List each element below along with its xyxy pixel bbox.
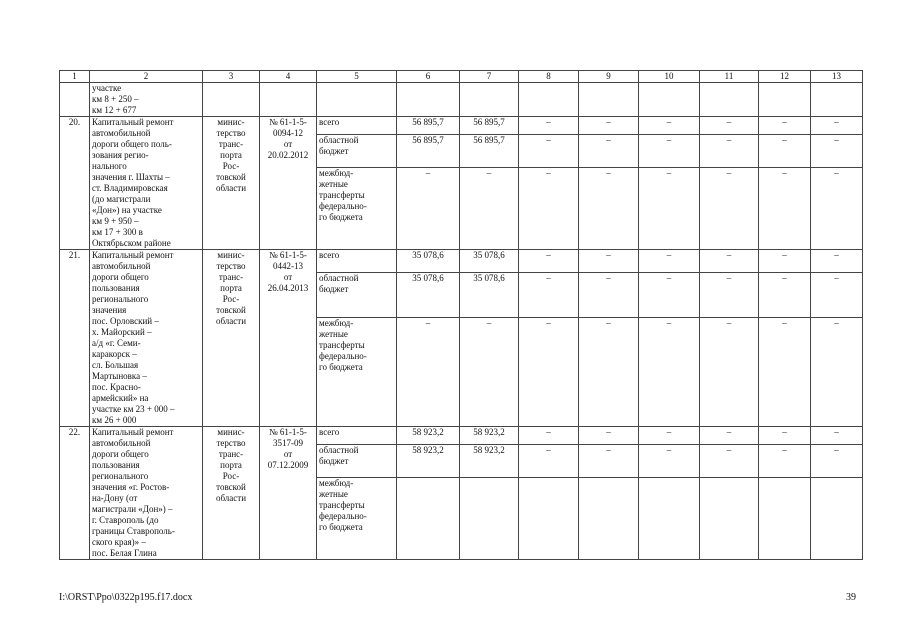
value-col10: – [639,250,700,273]
row-number: 22. [60,427,90,560]
value-col12: – [759,168,811,250]
value-col9: – [579,273,639,318]
header-cell: 6 [397,71,460,83]
value-col9: – [579,117,639,135]
row-number: 21. [60,250,90,427]
funding-source: межбюд- жетные трансферты федерально- го бюджета [317,318,397,427]
header-row [60,71,863,83]
funding-source: межбюд- жетные трансферты федерально- го бюджета [317,168,397,250]
funding-source: всего [317,250,397,273]
value-col8: – [519,250,579,273]
value-col9 [579,478,639,560]
header-cell: 11 [700,71,759,83]
header-cell: 3 [203,71,260,83]
value-col12: – [759,117,811,135]
data-table [59,70,863,560]
header-cell: 12 [759,71,811,83]
value-col12: – [759,134,811,168]
page-number: 39 [846,592,856,603]
header-cell: 7 [460,71,519,83]
value-col10: – [639,444,700,478]
value-col10 [639,478,700,560]
value-col9: – [579,134,639,168]
value-col6: 58 923,2 [397,444,460,478]
value-col8: – [519,444,579,478]
value-col12 [759,478,811,560]
responsible-org: минис- терство транс- порта Рос- товской области [203,250,260,427]
document-ref: № 61-1-5- 3517-09 от 07.12.2009 [260,427,317,560]
value-col8: – [519,117,579,135]
header-cell: 2 [90,71,203,83]
value-col10: – [639,273,700,318]
value-col11: – [700,273,759,318]
value-col6: 35 078,6 [397,273,460,318]
value-col11: – [700,168,759,250]
header-cell: 8 [519,71,579,83]
value-col11: – [700,250,759,273]
document-ref: № 61-1-5- 0442-13 от 26.04.2013 [260,250,317,427]
funding-source: межбюд- жетные трансферты федерально- го бюджета [317,478,397,560]
value-col8 [519,478,579,560]
value-col7: 35 078,6 [460,250,519,273]
continuation-description: участке км 8 + 250 – км 12 + 677 [90,83,203,117]
header-cell: 10 [639,71,700,83]
value-col11: – [700,427,759,445]
funding-source: областной бюджет [317,444,397,478]
value-col6: 58 923,2 [397,427,460,445]
responsible-org: минис- терство транс- порта Рос- товской области [203,427,260,560]
value-col12: – [759,318,811,427]
value-col9: – [579,444,639,478]
value-col7: – [460,318,519,427]
value-col13: – [811,168,863,250]
value-col13: – [811,318,863,427]
value-col9: – [579,168,639,250]
value-col8: – [519,168,579,250]
value-col7: – [460,168,519,250]
header-cell: 5 [317,71,397,83]
header-cell: 13 [811,71,863,83]
funding-source: областной бюджет [317,273,397,318]
row-number: 20. [60,117,90,250]
value-col9: – [579,427,639,445]
value-col6: 35 078,6 [397,250,460,273]
value-col10: – [639,117,700,135]
value-col8: – [519,427,579,445]
value-col8: – [519,318,579,427]
table-body [60,71,863,560]
funding-source: всего [317,117,397,135]
value-col13: – [811,273,863,318]
value-col13 [811,478,863,560]
funding-source: областной бюджет [317,134,397,168]
value-col6: 56 895,7 [397,134,460,168]
document-ref: № 61-1-5- 0094-12 от 20.02.2012 [260,117,317,250]
value-col10: – [639,168,700,250]
project-description: Капитальный ремонт автомобильной дороги общего поль- зования регио- нального значения г. Шахты – ст. Владимировская (до магистрали «Дон») на участке км 9 + 950 – км 17 + 300 в Октябрьском районе [90,117,203,250]
value-col7: 56 895,7 [460,117,519,135]
value-col13: – [811,427,863,445]
value-col12: – [759,427,811,445]
value-col7 [460,478,519,560]
header-cell: 4 [260,71,317,83]
value-col13: – [811,444,863,478]
value-col11: – [700,444,759,478]
value-col6: – [397,168,460,250]
value-col11: – [700,117,759,135]
value-col12: – [759,250,811,273]
value-col13: – [811,134,863,168]
value-col11: – [700,318,759,427]
header-cell: 9 [579,71,639,83]
value-col8: – [519,134,579,168]
value-col10: – [639,427,700,445]
project-description: Капитальный ремонт автомобильной дороги общего пользования регионального значения пос. Орловский – х. Майорский – а/д «г. Семи- каракорск – сл. Большая Мартыновка – пос. Красно- армейский» на участке км 23 + 000 – км 26 + 000 [90,250,203,427]
value-col13: – [811,117,863,135]
table-row [60,250,863,273]
value-col7: 58 923,2 [460,427,519,445]
value-col10: – [639,134,700,168]
value-col10: – [639,318,700,427]
value-col12: – [759,444,811,478]
value-col9: – [579,318,639,427]
value-col7: 35 078,6 [460,273,519,318]
responsible-org: минис- терство транс- порта Рос- товской области [203,117,260,250]
value-col9: – [579,250,639,273]
value-col11 [700,478,759,560]
value-col8: – [519,273,579,318]
table-row [60,427,863,445]
header-cell: 1 [60,71,90,83]
footer-file-path: I:\ORST\Ppo\0322p195.f17.docx [59,592,193,603]
value-col7: 56 895,7 [460,134,519,168]
value-col11: – [700,134,759,168]
value-col13: – [811,250,863,273]
funding-source: всего [317,427,397,445]
value-col12: – [759,273,811,318]
project-description: Капитальный ремонт автомобильной дороги общего пользования регионального значения «г. Ростов- на-Дону (от магистрали «Дон») – г. Ставрополь (до границы Ставрополь- ского края)» – пос. Белая Глина [90,427,203,560]
value-col6 [397,478,460,560]
continuation-row [60,83,863,117]
table-row [60,117,863,135]
value-col6: 56 895,7 [397,117,460,135]
value-col7: 58 923,2 [460,444,519,478]
value-col6: – [397,318,460,427]
